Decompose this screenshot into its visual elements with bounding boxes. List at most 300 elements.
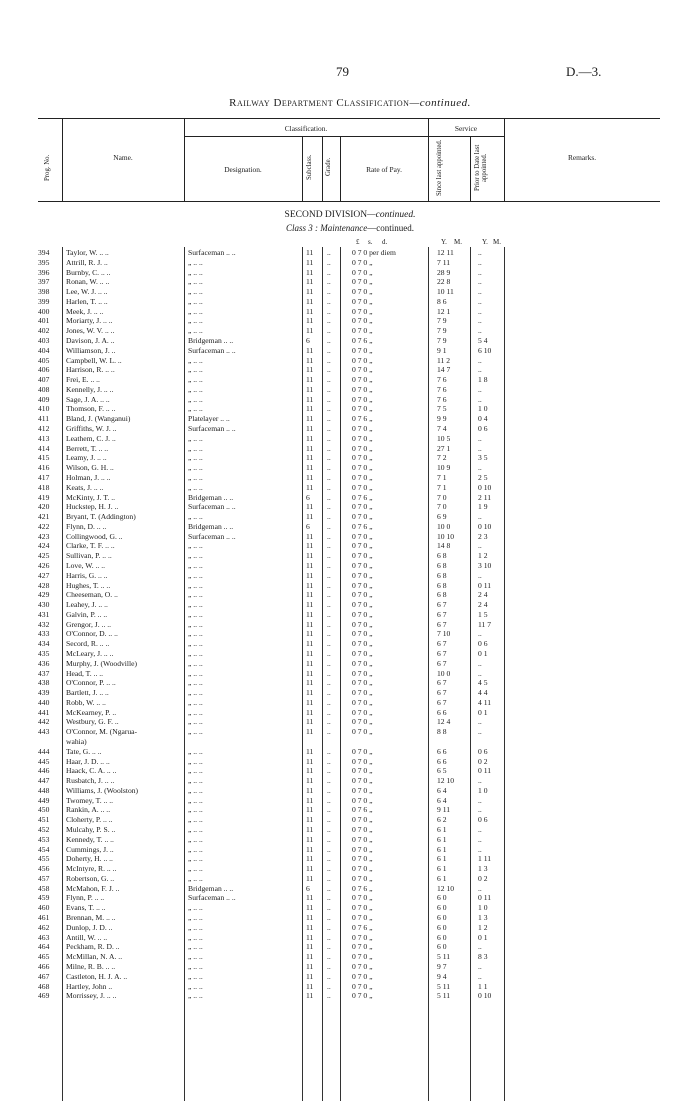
row-prog-no: 448 bbox=[38, 785, 50, 795]
row-name: O'Connor, D. .. .. bbox=[66, 629, 118, 639]
table-row bbox=[0, 727, 700, 737]
row-prog-no: 395 bbox=[38, 257, 50, 267]
row-designation: Bridgeman .. .. bbox=[188, 336, 234, 346]
table-row bbox=[0, 982, 700, 992]
prog-no-header: Prog. No. bbox=[44, 154, 51, 182]
table-row bbox=[0, 493, 700, 503]
row-grade: .. bbox=[327, 658, 331, 668]
row-rate-of-pay: 0 7 6 „ bbox=[352, 521, 373, 531]
row-name: Kennelly, J. .. .. bbox=[66, 384, 114, 394]
row-prior-to-date: 1 1 bbox=[478, 981, 488, 991]
row-prog-no: 469 bbox=[38, 991, 50, 1001]
row-since-last: 6 0 bbox=[437, 922, 447, 932]
row-rate-of-pay: 0 7 0 „ bbox=[352, 854, 373, 864]
row-subclass: 11 bbox=[306, 776, 314, 786]
row-prog-no: 415 bbox=[38, 453, 50, 463]
table-row bbox=[0, 864, 700, 874]
row-since-last: 6 1 bbox=[437, 873, 447, 883]
row-grade: .. bbox=[327, 541, 331, 551]
row-subclass: 11 bbox=[306, 668, 314, 678]
row-prior-to-date: .. bbox=[478, 825, 482, 835]
row-prior-to-date: 0 2 bbox=[478, 873, 488, 883]
row-since-last: 12 11 bbox=[437, 248, 454, 257]
row-prior-to-date: 2 4 bbox=[478, 590, 488, 600]
row-subclass: 11 bbox=[306, 717, 314, 727]
row-name: Morrissey, J. .. .. bbox=[66, 991, 117, 1001]
table-row bbox=[0, 786, 700, 796]
row-prog-no: 411 bbox=[38, 414, 50, 424]
row-rate-of-pay: 0 7 0 „ bbox=[352, 952, 373, 962]
row-prog-no: 454 bbox=[38, 844, 50, 854]
table-row bbox=[0, 805, 700, 815]
row-name: Moriarty, J. .. .. bbox=[66, 316, 113, 326]
row-prog-no: 464 bbox=[38, 942, 50, 952]
row-name: Kennedy, T. .. .. bbox=[66, 834, 114, 844]
row-prior-to-date: .. bbox=[478, 433, 482, 443]
row-prog-no: 447 bbox=[38, 776, 50, 786]
row-name: Castleton, H. J. A. .. bbox=[66, 971, 128, 981]
table-row bbox=[0, 610, 700, 620]
row-name: Mulcahy, P. S. .. bbox=[66, 825, 116, 835]
row-prog-no: 439 bbox=[38, 688, 50, 698]
row-designation: „ .. .. bbox=[188, 746, 203, 756]
table-row bbox=[0, 483, 700, 493]
row-designation: „ .. .. bbox=[188, 355, 203, 365]
table-row bbox=[0, 669, 700, 679]
row-since-last: 6 4 bbox=[437, 785, 447, 795]
table-row bbox=[0, 717, 700, 727]
table-row bbox=[0, 678, 700, 688]
row-rate-of-pay: 0 7 0 „ bbox=[352, 991, 373, 1001]
row-since-last: 7 1 bbox=[437, 472, 447, 482]
classification-header: Classification. bbox=[284, 124, 328, 133]
title-text: Railway Department Classification bbox=[229, 97, 410, 109]
row-prior-to-date: 5 4 bbox=[478, 336, 488, 346]
row-prior-to-date: 0 10 bbox=[478, 991, 492, 1001]
row-prog-no: 418 bbox=[38, 482, 50, 492]
row-rate-of-pay: 0 7 0 „ bbox=[352, 277, 373, 287]
name-header: Name. bbox=[113, 153, 133, 162]
row-rate-of-pay: 0 7 0 „ bbox=[352, 629, 373, 639]
row-grade: .. bbox=[327, 776, 331, 786]
row-designation: „ .. .. bbox=[188, 267, 203, 277]
row-grade: .. bbox=[327, 746, 331, 756]
row-since-last: 6 6 bbox=[437, 756, 447, 766]
row-grade: .. bbox=[327, 942, 331, 952]
row-since-last: 7 9 bbox=[437, 336, 447, 346]
row-subclass: 11 bbox=[306, 326, 314, 336]
row-subclass: 6 bbox=[306, 492, 310, 502]
row-designation: Bridgeman .. .. bbox=[188, 521, 234, 531]
row-prior-to-date: .. bbox=[478, 844, 482, 854]
row-prior-to-date: 2 11 bbox=[478, 492, 492, 502]
row-grade: .. bbox=[327, 570, 331, 580]
row-name: Rankin, A. .. .. bbox=[66, 805, 111, 815]
row-designation: „ .. .. bbox=[188, 384, 203, 394]
row-subclass: 11 bbox=[306, 746, 314, 756]
row-name: Rusbatch, J. .. .. bbox=[66, 776, 115, 786]
table-row bbox=[0, 365, 700, 375]
table-row bbox=[0, 522, 700, 532]
table-row bbox=[0, 757, 700, 767]
row-name: Bartlett, J. .. .. bbox=[66, 688, 109, 698]
table-row bbox=[0, 502, 700, 512]
row-rate-of-pay: 0 7 0 „ bbox=[352, 825, 373, 835]
row-subclass: 11 bbox=[306, 903, 314, 913]
row-rate-of-pay: 0 7 0 „ bbox=[352, 590, 373, 600]
row-designation: Surfaceman .. .. bbox=[188, 502, 236, 512]
row-rate-of-pay: 0 7 0 „ bbox=[352, 668, 373, 678]
row-designation: „ .. .. bbox=[188, 570, 203, 580]
row-rate-of-pay: 0 7 0 „ bbox=[352, 873, 373, 883]
row-grade: .. bbox=[327, 580, 331, 590]
row-subclass: 11 bbox=[306, 394, 314, 404]
row-prior-to-date: .. bbox=[478, 267, 482, 277]
row-subclass: 11 bbox=[306, 443, 314, 453]
row-subclass: 11 bbox=[306, 619, 314, 629]
row-rate-of-pay: 0 7 0 „ bbox=[352, 776, 373, 786]
row-grade: .. bbox=[327, 404, 331, 414]
row-grade: .. bbox=[327, 648, 331, 658]
row-prior-to-date: 0 10 bbox=[478, 521, 492, 531]
row-grade: .. bbox=[327, 443, 331, 453]
row-rate-of-pay: 0 7 0 „ bbox=[352, 648, 373, 658]
row-subclass: 11 bbox=[306, 560, 314, 570]
row-prior-to-date: .. bbox=[478, 287, 482, 297]
row-designation: „ .. .. bbox=[188, 287, 203, 297]
row-designation: „ .. .. bbox=[188, 873, 203, 883]
row-designation: „ .. .. bbox=[188, 678, 203, 688]
row-rate-of-pay: 0 7 0 „ bbox=[352, 531, 373, 541]
row-prior-to-date: .. bbox=[478, 316, 482, 326]
row-grade: .. bbox=[327, 531, 331, 541]
row-prog-no: 453 bbox=[38, 834, 50, 844]
row-prog-no: 423 bbox=[38, 531, 50, 541]
row-subclass: 11 bbox=[306, 414, 314, 424]
row-prog-no: 435 bbox=[38, 648, 50, 658]
row-prior-to-date: 4 4 bbox=[478, 688, 488, 698]
page-number: 79 bbox=[336, 64, 349, 79]
table-row bbox=[0, 326, 700, 336]
division-heading bbox=[0, 210, 700, 220]
row-prog-no: 421 bbox=[38, 512, 50, 522]
row-prior-to-date: 0 10 bbox=[478, 482, 492, 492]
row-prior-to-date: .. bbox=[478, 355, 482, 365]
row-rate-of-pay: 0 7 0 „ bbox=[352, 981, 373, 991]
row-name: McLeary, J. .. .. bbox=[66, 648, 114, 658]
table-row bbox=[0, 796, 700, 806]
row-prog-no: 444 bbox=[38, 746, 50, 756]
row-designation: „ .. .. bbox=[188, 453, 203, 463]
class-suffix: —continued. bbox=[367, 223, 414, 233]
row-grade: .. bbox=[327, 717, 331, 727]
row-designation: „ .. .. bbox=[188, 658, 203, 668]
table-row bbox=[0, 248, 700, 258]
row-grade: .. bbox=[327, 248, 331, 257]
row-since-last: 6 1 bbox=[437, 825, 447, 835]
row-grade: .. bbox=[327, 394, 331, 404]
row-grade: .. bbox=[327, 414, 331, 424]
row-prog-no: 400 bbox=[38, 306, 50, 316]
row-rate-of-pay: 0 7 0 „ bbox=[352, 961, 373, 971]
table-row bbox=[0, 649, 700, 659]
table-row bbox=[0, 923, 700, 933]
row-prog-no: 424 bbox=[38, 541, 50, 551]
row-name: Keats, J. .. .. bbox=[66, 482, 104, 492]
row-since-last: 6 9 bbox=[437, 512, 447, 522]
row-since-last: 12 1 bbox=[437, 306, 451, 316]
table-row bbox=[0, 287, 700, 297]
row-prior-to-date: 3 10 bbox=[478, 560, 492, 570]
row-designation: „ .. .. bbox=[188, 394, 203, 404]
row-prog-no: 437 bbox=[38, 668, 50, 678]
row-prog-no: 416 bbox=[38, 463, 50, 473]
row-name: Head, T. .. .. bbox=[66, 668, 104, 678]
row-prog-no: 452 bbox=[38, 825, 50, 835]
row-subclass: 11 bbox=[306, 433, 314, 443]
row-prior-to-date: 1 3 bbox=[478, 913, 488, 923]
table-row bbox=[0, 551, 700, 561]
row-prog-no: 434 bbox=[38, 639, 50, 649]
row-name: Meek, J. .. .. bbox=[66, 306, 104, 316]
row-subclass: 11 bbox=[306, 648, 314, 658]
row-designation: Platelayer .. .. bbox=[188, 414, 230, 424]
row-prior-to-date: 3 5 bbox=[478, 453, 488, 463]
row-name: Griffiths, W. J. .. bbox=[66, 424, 117, 434]
row-name: Taylor, W. .. .. bbox=[66, 248, 109, 257]
row-prog-no: 419 bbox=[38, 492, 50, 502]
row-prog-no: 431 bbox=[38, 609, 50, 619]
row-subclass: 6 bbox=[306, 336, 310, 346]
row-designation: „ .. .. bbox=[188, 443, 203, 453]
row-subclass: 11 bbox=[306, 375, 314, 385]
table-row bbox=[0, 639, 700, 649]
page-title bbox=[0, 97, 700, 109]
row-name: Bryant, T. (Addington) bbox=[66, 512, 136, 522]
row-rate-of-pay: 0 7 0 „ bbox=[352, 766, 373, 776]
designation-header: Designation. bbox=[224, 165, 262, 174]
row-subclass: 11 bbox=[306, 482, 314, 492]
row-designation: „ .. .. bbox=[188, 922, 203, 932]
row-subclass: 11 bbox=[306, 795, 314, 805]
row-subclass: 11 bbox=[306, 678, 314, 688]
table-row bbox=[0, 600, 700, 610]
row-grade: .. bbox=[327, 277, 331, 287]
row-designation: „ .. .. bbox=[188, 560, 203, 570]
row-prior-to-date: .. bbox=[478, 541, 482, 551]
row-rate-of-pay: 0 7 0 „ bbox=[352, 296, 373, 306]
row-grade: .. bbox=[327, 913, 331, 923]
table-row bbox=[0, 277, 700, 287]
row-since-last: 7 6 bbox=[437, 384, 447, 394]
row-prog-no: 409 bbox=[38, 394, 50, 404]
row-since-last: 11 2 bbox=[437, 355, 451, 365]
table-row bbox=[0, 581, 700, 591]
row-since-last: 6 6 bbox=[437, 746, 447, 756]
row-since-last: 6 0 bbox=[437, 903, 447, 913]
row-name: Dunlop, J. D. .. bbox=[66, 922, 113, 932]
row-grade: .. bbox=[327, 834, 331, 844]
row-subclass: 11 bbox=[306, 512, 314, 522]
table-row bbox=[0, 571, 700, 581]
row-subclass: 11 bbox=[306, 306, 314, 316]
row-name: Flynn, P. .. .. bbox=[66, 893, 105, 903]
row-prior-to-date: .. bbox=[478, 629, 482, 639]
table-row bbox=[0, 933, 700, 943]
row-grade: .. bbox=[327, 668, 331, 678]
row-prog-no: 455 bbox=[38, 854, 50, 864]
row-prog-no: 428 bbox=[38, 580, 50, 590]
row-name: McIntyre, R. .. .. bbox=[66, 864, 117, 874]
row-prior-to-date: 0 2 bbox=[478, 756, 488, 766]
row-designation: Surfaceman .. .. bbox=[188, 345, 236, 355]
row-prog-no: 436 bbox=[38, 658, 50, 668]
row-grade: .. bbox=[327, 609, 331, 619]
row-prog-no: 401 bbox=[38, 316, 50, 326]
row-subclass: 11 bbox=[306, 424, 314, 434]
table-row bbox=[0, 747, 700, 757]
row-name: Sullivan, P. .. .. bbox=[66, 551, 112, 561]
row-prior-to-date: .. bbox=[478, 384, 482, 394]
row-since-last: 6 6 bbox=[437, 707, 447, 717]
row-grade: .. bbox=[327, 267, 331, 277]
division-title: SECOND DIVISION bbox=[284, 210, 368, 220]
table-row bbox=[0, 629, 700, 639]
row-since-last: 6 1 bbox=[437, 854, 447, 864]
row-grade: .. bbox=[327, 551, 331, 561]
row-designation: „ .. .. bbox=[188, 609, 203, 619]
service-header: Service bbox=[454, 124, 478, 133]
row-subclass: 11 bbox=[306, 991, 314, 1001]
row-since-last: 6 7 bbox=[437, 600, 447, 610]
row-grade: .. bbox=[327, 952, 331, 962]
row-grade: .. bbox=[327, 697, 331, 707]
row-prog-no: 404 bbox=[38, 345, 50, 355]
shillings-unit: s. bbox=[368, 238, 373, 246]
table-row bbox=[0, 884, 700, 894]
row-since-last: 14 8 bbox=[437, 541, 451, 551]
row-since-last: 10 11 bbox=[437, 287, 454, 297]
row-grade: .. bbox=[327, 688, 331, 698]
prior-to-date-header: Prior to Date last appointed. bbox=[474, 144, 488, 192]
table-row bbox=[0, 698, 700, 708]
since-last-header: Since last appointed. bbox=[436, 139, 443, 197]
row-grade: .. bbox=[327, 893, 331, 903]
row-rate-of-pay: 0 7 6 „ bbox=[352, 414, 373, 424]
row-subclass: 11 bbox=[306, 277, 314, 287]
row-since-last: 14 7 bbox=[437, 365, 451, 375]
row-name: Attrill, R. J. .. bbox=[66, 257, 108, 267]
row-subclass: 11 bbox=[306, 453, 314, 463]
row-since-last: 7 0 bbox=[437, 492, 447, 502]
row-prior-to-date: 1 2 bbox=[478, 922, 488, 932]
row-prior-to-date: 0 11 bbox=[478, 580, 492, 590]
row-grade: .. bbox=[327, 825, 331, 835]
row-rate-of-pay: 0 7 6 „ bbox=[352, 922, 373, 932]
row-since-last: 6 7 bbox=[437, 688, 447, 698]
table-row bbox=[0, 903, 700, 913]
row-designation: „ .. .. bbox=[188, 600, 203, 610]
row-prog-no: 456 bbox=[38, 864, 50, 874]
row-prog-no: 446 bbox=[38, 766, 50, 776]
row-prior-to-date: 1 0 bbox=[478, 404, 488, 414]
row-prog-no: 408 bbox=[38, 384, 50, 394]
row-subclass: 11 bbox=[306, 384, 314, 394]
row-designation: „ .. .. bbox=[188, 365, 203, 375]
row-name: Collingwood, G. .. bbox=[66, 531, 123, 541]
row-since-last: 7 6 bbox=[437, 375, 447, 385]
row-name: McMahon, F. J. .. bbox=[66, 883, 120, 893]
row-prior-to-date: 2 5 bbox=[478, 472, 488, 482]
years-unit-prior: Y. bbox=[482, 238, 488, 246]
row-prior-to-date: 1 9 bbox=[478, 502, 488, 512]
row-designation: „ .. .. bbox=[188, 825, 203, 835]
table-row bbox=[0, 942, 700, 952]
row-rate-of-pay: 0 7 0 „ bbox=[352, 785, 373, 795]
row-prog-no: 460 bbox=[38, 903, 50, 913]
row-prior-to-date: .. bbox=[478, 326, 482, 336]
row-subclass: 11 bbox=[306, 629, 314, 639]
row-designation: „ .. .. bbox=[188, 991, 203, 1001]
row-rate-of-pay: 0 7 0 „ bbox=[352, 384, 373, 394]
row-prog-no: 450 bbox=[38, 805, 50, 815]
row-designation: „ .. .. bbox=[188, 942, 203, 952]
row-subclass: 11 bbox=[306, 834, 314, 844]
table-row bbox=[0, 962, 700, 972]
row-since-last: 10 0 bbox=[437, 521, 451, 531]
row-designation: „ .. .. bbox=[188, 707, 203, 717]
row-grade: .. bbox=[327, 903, 331, 913]
row-designation: „ .. .. bbox=[188, 971, 203, 981]
row-prog-no: 433 bbox=[38, 629, 50, 639]
row-grade: .. bbox=[327, 521, 331, 531]
row-rate-of-pay: 0 7 6 „ bbox=[352, 492, 373, 502]
row-subclass: 11 bbox=[306, 502, 314, 512]
row-prior-to-date: 0 11 bbox=[478, 766, 492, 776]
row-subclass: 6 bbox=[306, 521, 310, 531]
row-since-last: 22 8 bbox=[437, 277, 451, 287]
row-name: Huckstep, H. J. .. bbox=[66, 502, 119, 512]
row-rate-of-pay: 0 7 0 „ bbox=[352, 795, 373, 805]
row-rate-of-pay: 0 7 0 „ bbox=[352, 717, 373, 727]
row-rate-of-pay: 0 7 0 „ bbox=[352, 903, 373, 913]
row-rate-of-pay: 0 7 0 „ bbox=[352, 541, 373, 551]
row-prog-no: 402 bbox=[38, 326, 50, 336]
row-rate-of-pay: 0 7 0 „ bbox=[352, 326, 373, 336]
row-since-last: 7 9 bbox=[437, 326, 447, 336]
row-subclass: 11 bbox=[306, 688, 314, 698]
row-name: Secord, R. .. .. bbox=[66, 639, 110, 649]
row-subclass: 11 bbox=[306, 697, 314, 707]
table-row bbox=[0, 845, 700, 855]
row-grade: .. bbox=[327, 600, 331, 610]
row-prog-no: 429 bbox=[38, 590, 50, 600]
row-designation: „ .. .. bbox=[188, 580, 203, 590]
row-prog-no: 442 bbox=[38, 717, 50, 727]
row-subclass: 11 bbox=[306, 971, 314, 981]
row-rate-of-pay: 0 7 0 „ bbox=[352, 688, 373, 698]
row-designation: Bridgeman .. .. bbox=[188, 492, 234, 502]
row-grade: .. bbox=[327, 864, 331, 874]
row-prior-to-date: .. bbox=[478, 248, 482, 257]
row-name: Berrett, T. .. .. bbox=[66, 443, 109, 453]
row-name: Grengor, J. .. .. bbox=[66, 619, 112, 629]
row-subclass: 11 bbox=[306, 913, 314, 923]
table-row bbox=[0, 414, 700, 424]
row-grade: .. bbox=[327, 472, 331, 482]
row-since-last: 6 1 bbox=[437, 834, 447, 844]
class-title: Class 3 : Maintenance bbox=[286, 223, 368, 233]
